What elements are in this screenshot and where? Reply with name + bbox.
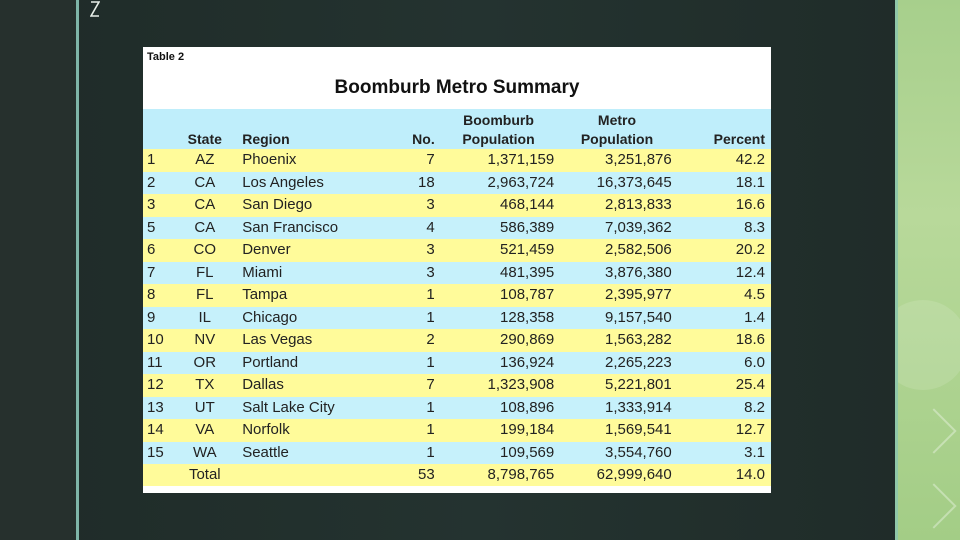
cell-percent: 18.1	[735, 173, 765, 191]
table-row	[143, 374, 771, 397]
cell-region: Tampa	[242, 286, 288, 304]
total-no: 53	[418, 466, 435, 483]
header-boomburb-bottom: Population	[462, 131, 535, 147]
cell-metro-pop: 2,582,506	[605, 241, 672, 259]
cell-state: OR	[193, 353, 217, 371]
cell-rank: 2	[147, 173, 156, 191]
total-row	[143, 464, 771, 486]
cell-metro-pop: 7,039,362	[605, 218, 672, 236]
cell-no: 3	[426, 241, 435, 259]
cell-metro-pop: 1,333,914	[605, 398, 672, 416]
cell-region: Seattle	[242, 443, 289, 461]
total-percent: 14.0	[735, 466, 765, 483]
cell-rank: 7	[147, 263, 156, 281]
cell-percent: 16.6	[735, 196, 765, 214]
cell-no: 1	[426, 286, 435, 304]
cell-no: 1	[426, 443, 435, 461]
table-row	[143, 194, 771, 217]
total-boomburb-pop: 8,798,765	[487, 466, 555, 483]
cell-boomburb-pop: 468,144	[500, 196, 555, 214]
cell-state: VA	[195, 421, 215, 439]
cell-boomburb-pop: 290,869	[500, 331, 555, 349]
cell-no: 3	[426, 196, 435, 214]
header-state: State	[187, 131, 222, 147]
cell-boomburb-pop: 2,963,724	[487, 173, 555, 191]
right-decor-panel	[898, 0, 960, 540]
cell-region: Los Angeles	[242, 173, 324, 191]
cell-no: 3	[426, 263, 435, 281]
table-row	[143, 352, 771, 375]
cell-state: CA	[194, 218, 216, 236]
cell-no: 18	[418, 173, 435, 191]
decor-circle	[898, 300, 960, 390]
cell-boomburb-pop: 128,358	[500, 308, 555, 326]
cell-percent: 8.3	[744, 218, 765, 236]
cell-rank: 12	[147, 376, 164, 394]
cell-percent: 3.1	[744, 443, 765, 461]
cell-region: Miami	[242, 263, 283, 281]
cell-boomburb-pop: 199,184	[500, 421, 555, 439]
cell-no: 4	[426, 218, 435, 236]
cell-metro-pop: 1,569,541	[605, 421, 672, 439]
table-row	[143, 262, 771, 285]
cell-boomburb-pop: 1,371,159	[487, 151, 555, 169]
table-label: Table 2	[147, 51, 185, 63]
header-percent: Percent	[713, 131, 765, 147]
cell-percent: 4.5	[744, 286, 765, 304]
cell-metro-pop: 16,373,645	[596, 173, 672, 191]
cell-percent: 8.2	[744, 398, 765, 416]
table-row	[143, 329, 771, 352]
cell-no: 7	[426, 376, 435, 394]
cell-state: CA	[194, 196, 216, 214]
table-row	[143, 172, 771, 195]
cell-rank: 6	[147, 241, 156, 259]
cell-boomburb-pop: 521,459	[500, 241, 555, 259]
cell-metro-pop: 3,554,760	[605, 443, 672, 461]
cell-region: Norfolk	[242, 421, 290, 439]
cell-rank: 10	[147, 331, 164, 349]
cell-no: 7	[426, 151, 435, 169]
cell-percent: 12.4	[735, 263, 765, 281]
cell-boomburb-pop: 136,924	[500, 353, 555, 371]
cell-rank: 8	[147, 286, 156, 304]
cell-boomburb-pop: 586,389	[500, 218, 555, 236]
cell-state: FL	[196, 263, 214, 281]
cell-state: CA	[194, 173, 216, 191]
cell-state: AZ	[195, 151, 215, 169]
cell-percent: 18.6	[735, 331, 765, 349]
cell-no: 1	[426, 308, 435, 326]
table-row	[143, 284, 771, 307]
left-accent-line	[76, 0, 79, 540]
cell-state: TX	[195, 376, 215, 394]
header-boomburb-top: Boomburb	[463, 112, 534, 128]
header-metro-bottom: Population	[580, 131, 654, 147]
cell-metro-pop: 3,876,380	[605, 263, 672, 281]
header-metro-top: Metro	[597, 112, 637, 128]
cell-region: Denver	[242, 241, 291, 259]
cell-metro-pop: 5,221,801	[605, 376, 672, 394]
chevron-decor-icon	[911, 408, 956, 453]
cell-no: 2	[426, 331, 435, 349]
metro-summary-table	[143, 109, 771, 486]
cell-region: San Francisco	[242, 218, 339, 236]
cell-no: 1	[426, 353, 435, 371]
header-row-top	[143, 109, 771, 130]
cell-region: Salt Lake City	[242, 398, 335, 416]
cell-metro-pop: 2,813,833	[605, 196, 672, 214]
table-row	[143, 217, 771, 240]
table-image	[143, 47, 771, 493]
cell-metro-pop: 2,265,223	[605, 353, 672, 371]
cell-boomburb-pop: 108,787	[500, 286, 555, 304]
cell-percent: 42.2	[735, 151, 765, 169]
table-row	[143, 239, 771, 262]
cell-region: Chicago	[242, 308, 298, 326]
cell-state: FL	[196, 286, 214, 304]
cell-percent: 25.4	[735, 376, 765, 394]
cell-rank: 13	[147, 398, 164, 416]
left-panel	[0, 0, 76, 540]
cell-rank: 15	[147, 443, 164, 461]
cell-state: IL	[198, 308, 212, 326]
table-row	[143, 149, 771, 172]
cell-boomburb-pop: 481,395	[500, 263, 555, 281]
cell-metro-pop: 1,563,282	[605, 331, 672, 349]
cell-no: 1	[426, 398, 435, 416]
cell-region: Portland	[242, 353, 299, 371]
table-row	[143, 397, 771, 420]
cell-boomburb-pop: 108,896	[500, 398, 555, 416]
cell-region: Dallas	[242, 376, 284, 394]
header-row-bottom	[143, 130, 771, 149]
chevron-decor-icon	[911, 483, 956, 528]
cell-boomburb-pop: 1,323,908	[487, 376, 555, 394]
table-title: Boomburb Metro Summary	[334, 77, 580, 98]
cell-state: UT	[194, 398, 215, 416]
cell-boomburb-pop: 109,569	[500, 443, 555, 461]
cell-percent: 12.7	[735, 421, 765, 439]
z-logo-icon	[90, 0, 100, 18]
cell-region: Las Vegas	[242, 331, 313, 349]
cell-state: CO	[193, 241, 217, 259]
total-label: Total	[188, 466, 221, 483]
header-no: No.	[412, 131, 435, 147]
table-row	[143, 442, 771, 465]
cell-percent: 6.0	[744, 353, 765, 371]
cell-rank: 11	[147, 353, 163, 371]
header-region: Region	[242, 131, 290, 147]
cell-state: NV	[194, 331, 216, 349]
cell-percent: 1.4	[744, 308, 765, 326]
cell-rank: 3	[147, 196, 156, 214]
total-metro-pop: 62,999,640	[596, 466, 672, 483]
cell-state: WA	[192, 443, 217, 461]
cell-rank: 1	[147, 151, 156, 169]
cell-rank: 9	[147, 308, 156, 326]
cell-percent: 20.2	[735, 241, 765, 259]
table-row	[143, 307, 771, 330]
cell-rank: 5	[147, 218, 156, 236]
cell-metro-pop: 3,251,876	[605, 151, 672, 169]
table-row	[143, 419, 771, 442]
cell-metro-pop: 2,395,977	[605, 286, 672, 304]
cell-no: 1	[426, 421, 435, 439]
cell-metro-pop: 9,157,540	[605, 308, 672, 326]
cell-rank: 14	[147, 421, 164, 439]
cell-region: San Diego	[242, 196, 313, 214]
cell-region: Phoenix	[242, 151, 297, 169]
